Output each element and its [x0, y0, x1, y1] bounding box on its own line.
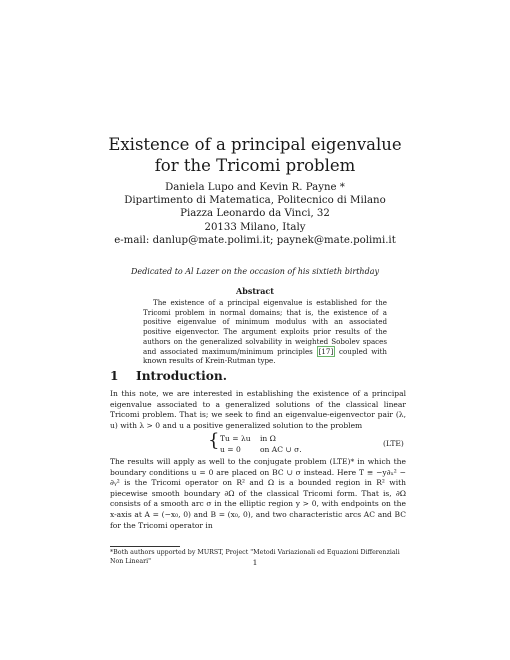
- author-city: 20133 Milano, Italy: [204, 221, 306, 233]
- section-title: Introduction.: [136, 369, 228, 383]
- abstract-text-after: coupled with known results of Krein-Rutman type.: [143, 346, 387, 366]
- paper-title: Existence of a principal eigenvalue for the Tricomi problem: [108, 135, 402, 175]
- author-department: Dipartimento di Matematica, Politecnico di Milano: [124, 195, 386, 207]
- dedication: Dedicated to Al Lazer on the occasion of his sixtieth birthday: [131, 267, 379, 276]
- equation-tag: (LTE): [383, 439, 404, 448]
- second-paragraph: The results will apply as well to the conjugate problem (LTE)* in which the boundary conditions u = 0 are placed on BC ∪ σ instead. Here T ≡ −y∂ₓ² − ∂ᵧ² is the Tricomi operator on R² and Ω is a bounded region in R² with piecewise smooth boundary ∂Ω of the classical Tricomi form. That is, ∂Ω consists of a smooth arc σ in the elliptic region y > 0, with endpoints on the x-axis at A = (−x₀, 0) and B = (x₀, 0), and two characteristic arcs AC and BC for the Tricomi operator in: [110, 457, 406, 530]
- abstract-heading: Abstract: [236, 286, 274, 296]
- author-block: [80, 181, 430, 247]
- abstract-body: [143, 298, 387, 366]
- author-email: e-mail: danlup@mate.polimi.it; paynek@mate.polimi.it: [114, 234, 396, 246]
- equation-system: [208, 430, 302, 455]
- author-names: Daniela Lupo and Kevin R. Payne *: [165, 182, 345, 193]
- footnote-rule: [110, 546, 180, 547]
- equation-row: [220, 445, 302, 456]
- abstract-text-before: The existence of a principal eigenvalue is established for the Tricomi problem in normal domains; that is, the existence of a positive eigenvalue of minimum modulus with an associated positive eigenvector. The argument exploits prior results of the authors on the generalized solvability in weighted Sobolev spaces and associated maximum/minimum principles: [143, 298, 387, 356]
- section-heading: [110, 369, 227, 383]
- author-street: Piazza Leonardo da Vinci, 32: [180, 208, 330, 220]
- footnote: *Both authors upported by MURST, Project "Metodi Variazionali ed Equazioni Differenziali Non Lineari": [110, 549, 400, 565]
- equation-rhs: on AC ∪ σ.: [260, 444, 302, 454]
- equation-rhs: in Ω: [260, 434, 276, 443]
- equation-lhs: Tu = λu: [220, 434, 251, 443]
- citation-link[interactable]: [17]: [318, 346, 334, 356]
- equation-lhs: u = 0: [220, 444, 241, 454]
- equation-row: [220, 434, 302, 445]
- left-brace-icon: {: [208, 430, 220, 451]
- section-number: 1: [110, 369, 119, 383]
- page-number: 1: [252, 558, 258, 567]
- intro-paragraph: In this note, we are interested in establishing the existence of a principal eigenvalue associated to a generalized solutions of the classical linear Tricomi problem. That is; we seek to find an eigenvalue-eigenvector pair (λ, u) with λ > 0 and u a positive generalized solution to the problem: [110, 389, 406, 430]
